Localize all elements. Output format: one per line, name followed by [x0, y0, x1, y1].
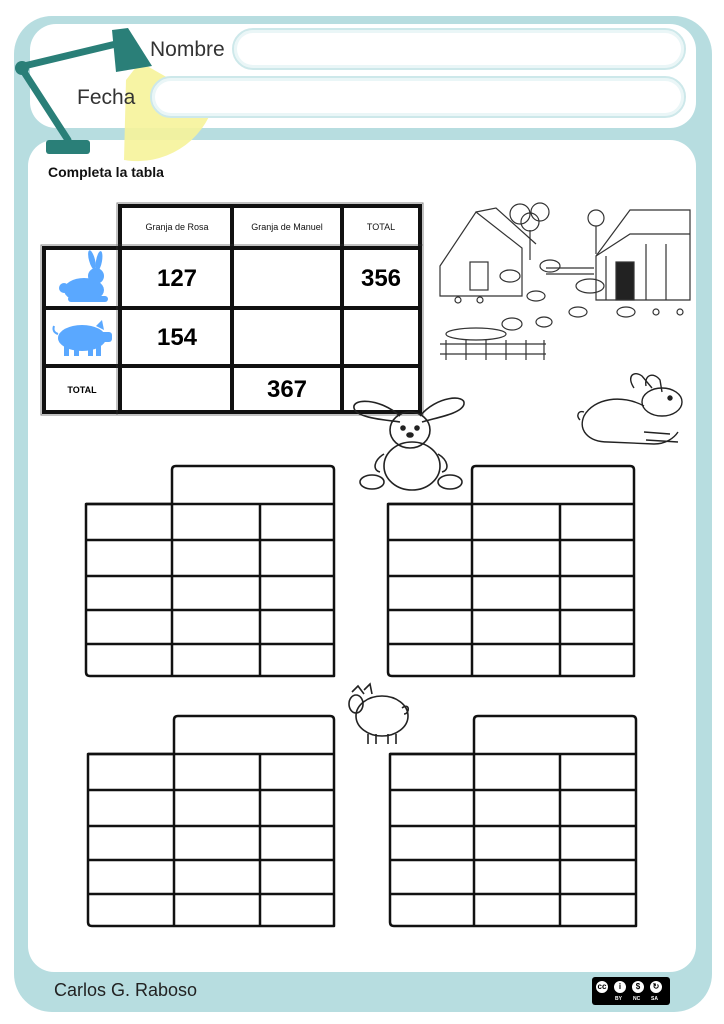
- cc-icon: cc: [595, 980, 609, 994]
- cc-sa-label: SA: [651, 996, 658, 1002]
- cell-rabbit-rosa: 127: [156, 265, 198, 292]
- cell-total-manuel: 367: [266, 376, 308, 403]
- attribution-icon: i: [613, 980, 627, 994]
- cc-by-label: BY: [615, 996, 622, 1002]
- practice-table-1: [86, 466, 334, 676]
- practice-table-2: [388, 466, 634, 676]
- column-header-manuel: Granja de Manuel: [251, 222, 323, 232]
- name-label: Nombre: [150, 38, 225, 61]
- cc-license-badge[interactable]: [592, 977, 670, 1005]
- noncommercial-icon: $: [631, 980, 645, 994]
- practice-table-3: [88, 716, 334, 926]
- cc-nc-label: NC: [633, 996, 641, 1002]
- sharealike-icon: ↻: [649, 980, 663, 994]
- total-row-label: TOTAL: [67, 385, 97, 395]
- column-header-total: TOTAL: [366, 222, 396, 232]
- practice-table-4: [390, 716, 636, 926]
- author-credit: Carlos G. Raboso: [54, 980, 198, 1000]
- instruction-title: Completa la tabla: [48, 164, 164, 180]
- date-label: Fecha: [77, 86, 136, 109]
- cell-pig-rosa: 154: [156, 324, 198, 351]
- cell-rabbit-total: 356: [360, 265, 402, 292]
- column-header-rosa: Granja de Rosa: [145, 222, 209, 232]
